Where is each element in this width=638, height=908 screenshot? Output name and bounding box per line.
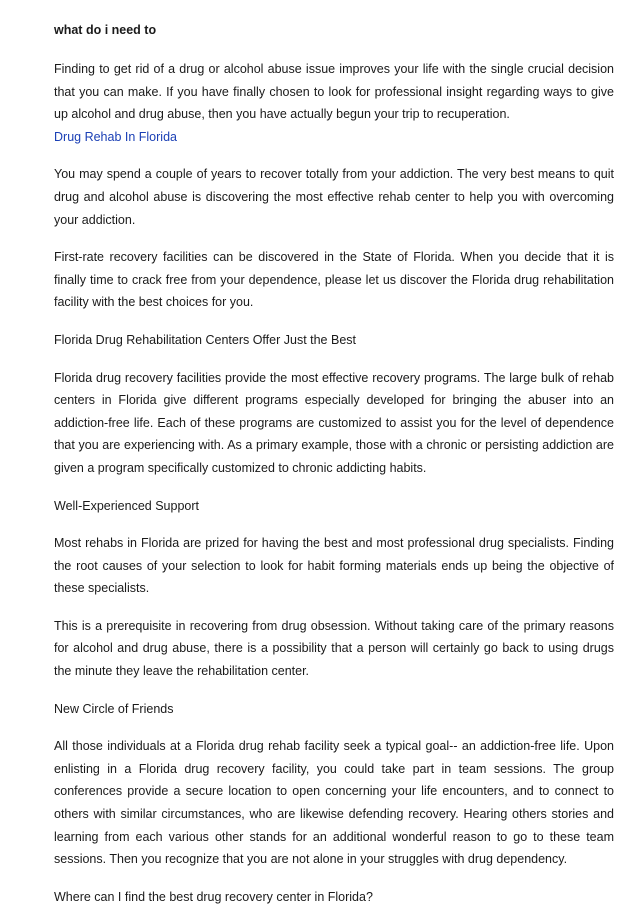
drug-rehab-florida-link[interactable]: Drug Rehab In Florida — [54, 129, 177, 144]
paragraph-recovery-facilities: First-rate recovery facilities can be discovered in the State of Florida. When you decide that it is finally time to crack free from your dependence, please let us discover the Florida drug rehabilitation facility with the best choices for you. — [54, 250, 614, 310]
paragraph-group-sessions: All those individuals at a Florida drug rehab facility seek a typical goal-- an addiction-free life. Upon enlisting in a Florida drug recovery facility, you could take part in team sessions. The group conferences provide a secure location to open concerning your life encounters, and to connect to others with similar circumstances, who are likewise defending recovery. Hearing others stories and learning from each various other stands for an additional wonderful reason to go to these team sessions. Then you recognize that you are not alone in your struggles with drug dependency. — [54, 739, 614, 867]
section-heading-support: Well-Experienced Support — [54, 498, 199, 513]
section-heading-centers: Florida Drug Rehabilitation Centers Offer Just the Best — [54, 332, 356, 347]
document-title: what do i need to — [54, 23, 157, 37]
paragraph-intro-text: Finding to get rid of a drug or alcohol abuse issue improves your life with the single crucial decision that you can make. If you have finally chosen to look for professional insight regarding ways to give up alcohol and drug abuse, then you have actually begun your trip to recuperation. — [54, 62, 614, 122]
paragraph-prerequisite: This is a prerequisite in recovering from drug obsession. Without taking care of the primary reasons for alcohol and drug abuse, there is a possibility that a person will certainly go back to using drugs the minute they leave the rehabilitation center. — [54, 618, 614, 679]
paragraph-programs: Florida drug recovery facilities provide the most effective recovery programs. The large bulk of rehab centers in Florida give different programs especially developed for bringing the abuser into an addiction-free life. Each of these programs are customized to assist you for the level of dependence that you are experiencing with. As a primary example, those with a chronic or persisting addiction are given a program specifically customized to chronic addicting habits. — [54, 370, 614, 475]
section-heading-friends: New Circle of Friends — [54, 701, 174, 716]
paragraph-specialists: Most rehabs in Florida are prized for having the best and most professional drug specialists. Finding the root causes of your selection to look for habit forming materials ends up being the objective of these specialists. — [54, 536, 614, 596]
section-heading-where: Where can I find the best drug recovery center in Florida? — [54, 889, 373, 904]
paragraph-recovery-time: You may spend a couple of years to recover totally from your addiction. The very best means to quit drug and alcohol abuse is discovering the most effective rehab center to help you with overcoming your addiction. — [54, 167, 614, 227]
paragraph-intro — [54, 58, 614, 148]
